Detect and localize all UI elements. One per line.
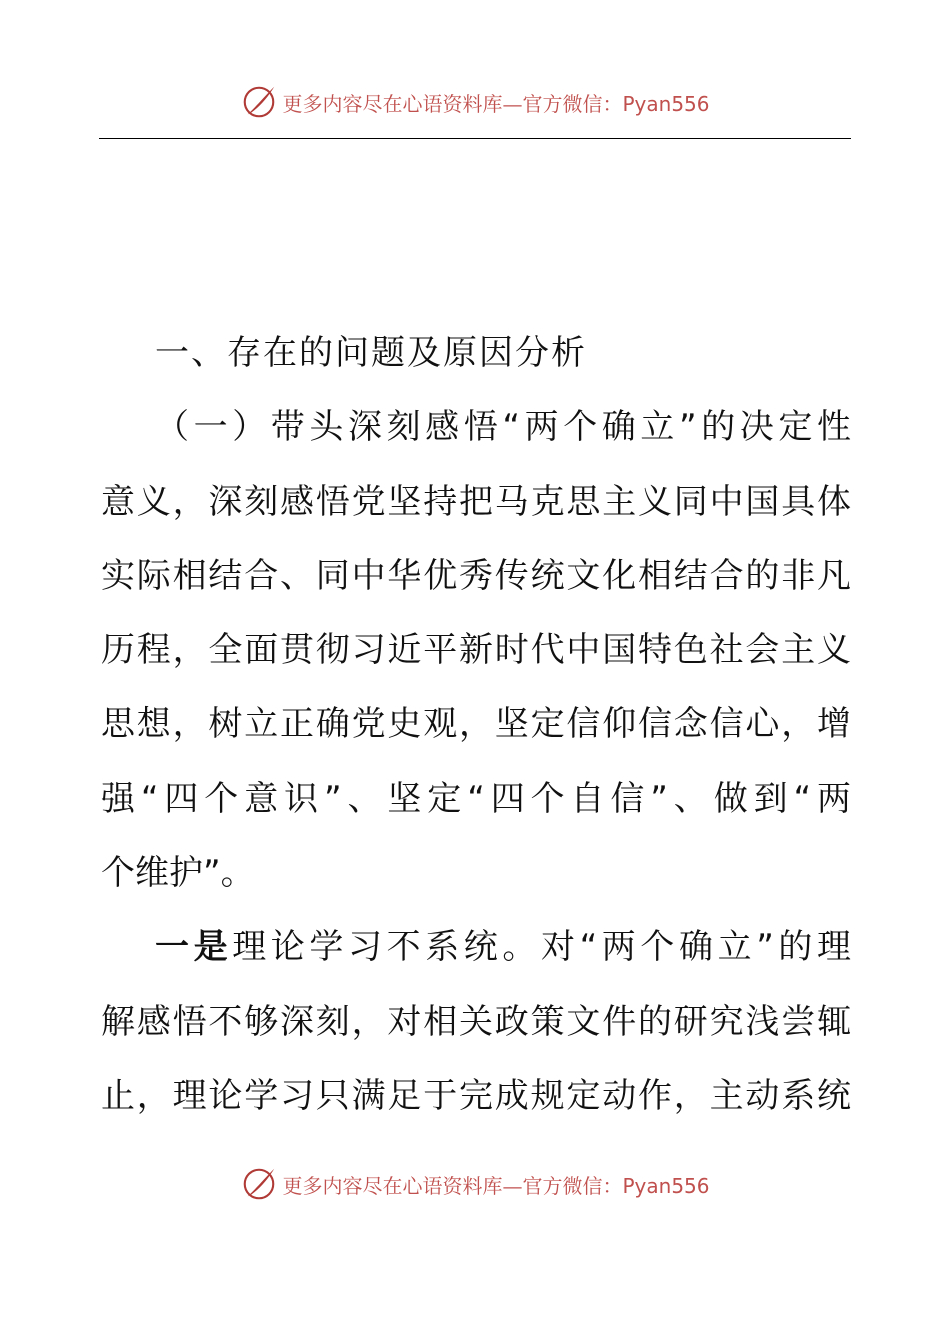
document-body <box>101 316 851 1133</box>
header-rule <box>99 138 851 139</box>
header-banner <box>0 80 950 124</box>
paragraph-line: 解感悟不够深刻，对相关政策文件的研究浅尝辄 <box>101 1001 851 1042</box>
paragraph-line: 强“四个意识”、坚定“四个自信”、做到“两 <box>101 778 851 819</box>
paragraph-line: 止，理论学习只满足于完成规定动作，主动系统 <box>101 1075 851 1116</box>
paragraph-lead: 一是 <box>155 927 233 968</box>
banner-text: 更多内容尽在心语资料库—官方微信：Pyan556 <box>282 1173 710 1198</box>
banner-text: 更多内容尽在心语资料库—官方微信：Pyan556 <box>282 91 710 116</box>
paragraph-line <box>101 910 851 984</box>
paragraph-line: 个维护”。 <box>101 853 255 894</box>
paragraph-line: 历程，全面贯彻习近平新时代中国特色社会主义 <box>101 630 851 671</box>
section-title: 一、存在的问题及原因分析 <box>155 333 587 373</box>
paragraph-line: 思想，树立正确党史观，坚定信仰信念信心，增 <box>101 704 851 745</box>
paragraph-line: 意义，深刻感悟党坚持把马克思主义同中国具体 <box>101 481 851 522</box>
paragraph-line: 实际相结合、同中华优秀传统文化相结合的非凡 <box>101 555 851 596</box>
quill-logo-icon <box>240 1165 278 1203</box>
paragraph-text: 理论学习不系统。对“两个确立”的理 <box>232 927 851 968</box>
paragraph-line: （一）带头深刻感悟“两个确立”的决定性 <box>155 407 851 448</box>
footer-banner <box>0 1162 950 1206</box>
quill-logo-icon <box>240 83 278 121</box>
